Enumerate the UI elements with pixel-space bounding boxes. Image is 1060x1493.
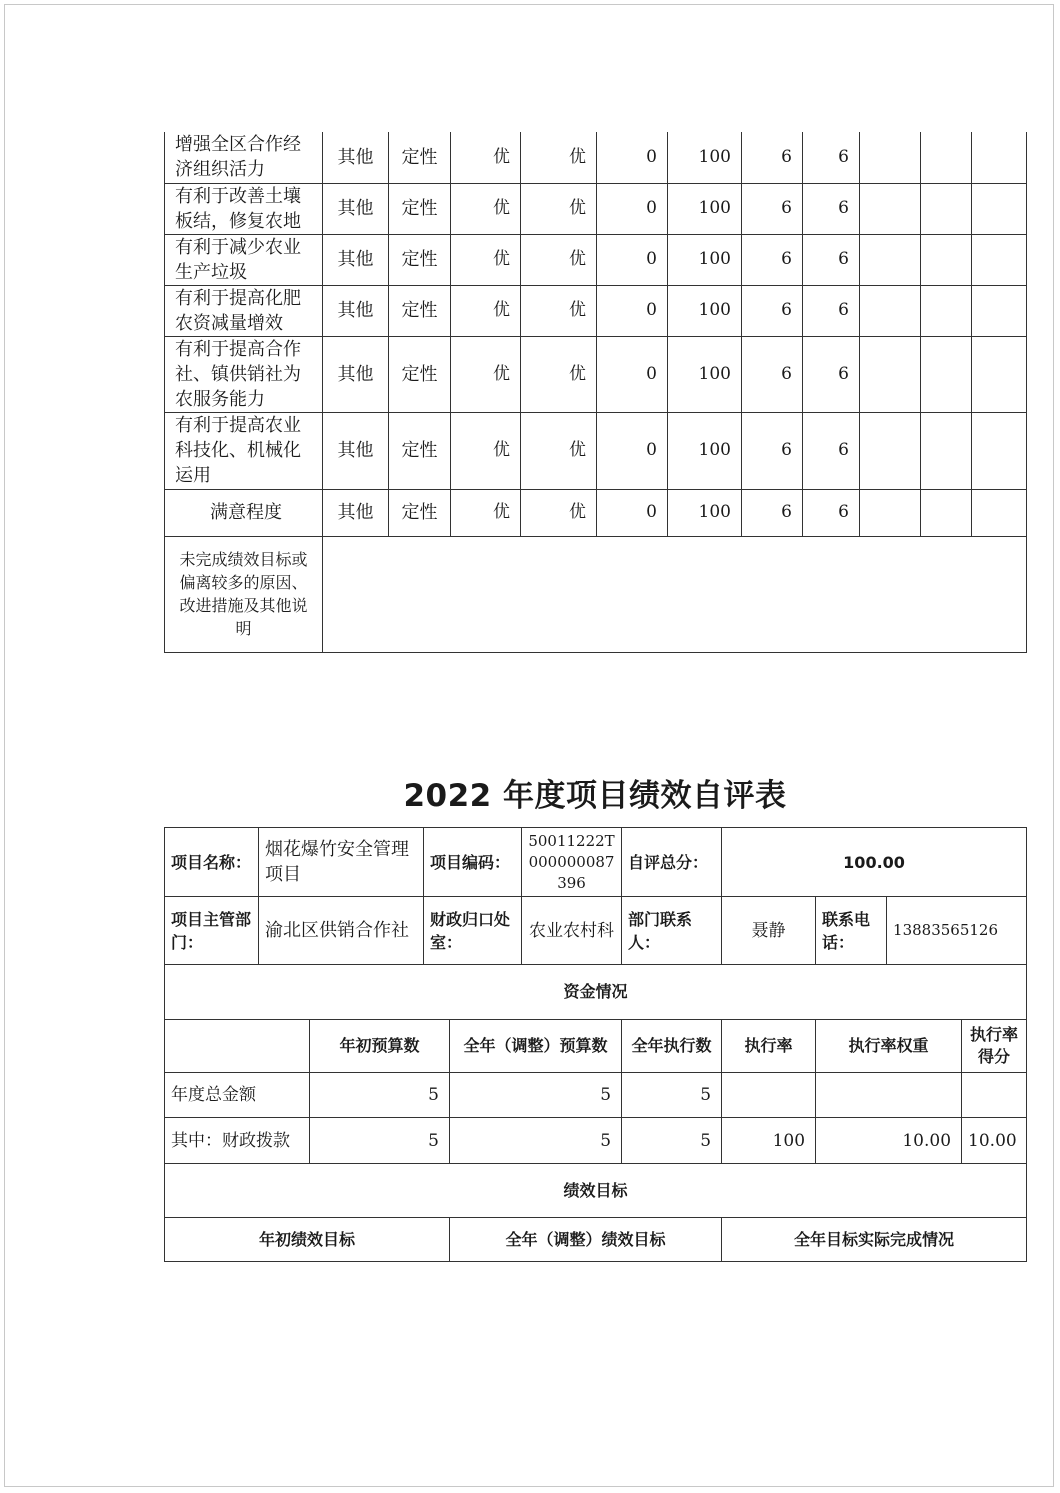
indicator-rate: 100 [668,132,742,183]
funds-executed: 5 [622,1073,722,1118]
indicator-deviation: 0 [597,489,668,536]
indicator-target: 优 [451,285,521,336]
note-label: 未完成绩效目标或偏离较多的原因、改进措施及其他说明 [165,536,323,652]
indicator-blank [972,285,1027,336]
funds-budget: 5 [310,1118,450,1164]
funds-rate: 100 [722,1118,816,1164]
indicator-weight: 6 [742,336,803,412]
project-code: 50011222T000000087396 [522,828,622,897]
funds-header-rate: 执行率 [722,1020,816,1073]
indicator-blank [921,489,972,536]
indicator-name: 有利于提高化肥农资减量增效 [165,285,323,336]
funds-header-weight: 执行率权重 [816,1020,962,1073]
indicator-type: 其他 [323,412,389,489]
indicator-name: 有利于改善土壤板结，修复农地 [165,183,323,234]
indicator-nature: 定性 [389,285,451,336]
project-name: 烟花爆竹安全管理项目 [259,828,424,897]
indicator-name: 增强全区合作经济组织活力 [165,132,323,183]
funds-section-row [165,965,1027,1020]
project-code-label: 项目编码： [424,828,522,897]
indicator-nature: 定性 [389,489,451,536]
indicator-blank [972,183,1027,234]
indicator-rate: 100 [668,234,742,285]
funds-header-executed: 全年执行数 [622,1020,722,1073]
indicator-name: 有利于提高农业科技化、机械化运用 [165,412,323,489]
contact-label: 部门联系人： [622,897,722,965]
phone-label: 联系电话： [816,897,887,965]
project-info-row-2 [165,897,1027,965]
indicator-table [164,132,1027,653]
indicator-blank [860,132,921,183]
indicator-score: 6 [803,132,860,183]
indicator-nature: 定性 [389,132,451,183]
indicator-rate: 100 [668,336,742,412]
dept: 渝北区供销合作社 [259,897,424,965]
indicator-blank [972,234,1027,285]
indicator-deviation: 0 [597,183,668,234]
indicator-type: 其他 [323,489,389,536]
indicator-actual: 优 [521,183,597,234]
funds-adjusted: 5 [450,1118,622,1164]
indicator-actual: 优 [521,489,597,536]
indicator-score: 6 [803,412,860,489]
project-info-row-1 [165,828,1027,897]
indicator-row [165,132,1027,183]
indicator-row [165,336,1027,412]
indicator-blank [860,412,921,489]
indicator-score: 6 [803,336,860,412]
funds-row [165,1073,1027,1118]
indicator-score: 6 [803,183,860,234]
indicator-score: 6 [803,489,860,536]
indicator-target: 优 [451,183,521,234]
indicator-weight: 6 [742,234,803,285]
funds-score [962,1073,1027,1118]
self-score: 100.00 [722,828,1027,897]
indicator-weight: 6 [742,183,803,234]
indicator-actual: 优 [521,285,597,336]
note-row [165,536,1027,652]
indicator-actual: 优 [521,336,597,412]
indicator-row [165,489,1027,536]
indicator-row [165,234,1027,285]
indicator-target: 优 [451,336,521,412]
indicator-rate: 100 [668,285,742,336]
indicator-row [165,285,1027,336]
funds-weight: 10.00 [816,1118,962,1164]
indicator-target: 优 [451,412,521,489]
indicator-target: 优 [451,489,521,536]
funds-score: 10.00 [962,1118,1027,1164]
indicator-row [165,412,1027,489]
indicator-deviation: 0 [597,336,668,412]
indicator-blank [860,336,921,412]
indicator-deviation: 0 [597,132,668,183]
funds-weight [816,1073,962,1118]
indicator-weight: 6 [742,285,803,336]
funds-row-label: 年度总金额 [165,1073,310,1118]
funds-header-budget: 年初预算数 [310,1020,450,1073]
indicator-nature: 定性 [389,336,451,412]
indicator-score: 6 [803,234,860,285]
indicator-deviation: 0 [597,234,668,285]
self-evaluation-table [164,827,1027,1262]
indicator-weight: 6 [742,132,803,183]
contact-person: 聂静 [722,897,816,965]
indicator-deviation: 0 [597,412,668,489]
funds-row-label: 其中：财政拨款 [165,1118,310,1164]
indicator-rate: 100 [668,183,742,234]
indicator-actual: 优 [521,132,597,183]
indicator-target: 优 [451,234,521,285]
indicator-nature: 定性 [389,412,451,489]
indicator-nature: 定性 [389,183,451,234]
indicator-nature: 定性 [389,234,451,285]
indicator-rate: 100 [668,489,742,536]
indicator-blank [972,336,1027,412]
indicator-weight: 6 [742,489,803,536]
indicator-blank [921,285,972,336]
project-name-label: 项目名称： [165,828,259,897]
indicator-blank [921,234,972,285]
goals-header-row [165,1218,1027,1262]
goals-section-heading: 绩效目标 [165,1164,1027,1218]
indicator-type: 其他 [323,336,389,412]
indicator-actual: 优 [521,412,597,489]
indicator-name: 有利于提高合作社、镇供销社为农服务能力 [165,336,323,412]
indicator-blank [860,489,921,536]
indicator-type: 其他 [323,285,389,336]
funds-rate [722,1073,816,1118]
funds-header-row [165,1020,1027,1073]
indicator-blank [921,412,972,489]
indicator-blank [860,183,921,234]
page-title: 2022 年度项目绩效自评表 [403,778,787,814]
funds-header-score: 执行率得分 [962,1020,1027,1073]
dept-label: 项目主管部门： [165,897,259,965]
indicator-blank [972,132,1027,183]
goals-header-adjusted: 全年（调整）绩效目标 [450,1218,722,1262]
indicator-blank [972,489,1027,536]
self-score-label: 自评总分： [622,828,722,897]
note-value [323,536,1027,652]
indicator-target: 优 [451,132,521,183]
funds-adjusted: 5 [450,1073,622,1118]
funds-row [165,1118,1027,1164]
funds-executed: 5 [622,1118,722,1164]
indicator-type: 其他 [323,183,389,234]
indicator-blank [921,183,972,234]
indicator-weight: 6 [742,412,803,489]
funds-budget: 5 [310,1073,450,1118]
goals-header-actual: 全年目标实际完成情况 [722,1218,1027,1262]
indicator-deviation: 0 [597,285,668,336]
finance-office: 农业农村科 [522,897,622,965]
funds-header-blank [165,1020,310,1073]
indicator-blank [921,336,972,412]
goals-section-row [165,1164,1027,1218]
goals-header-initial: 年初绩效目标 [165,1218,450,1262]
finance-label: 财政归口处室： [424,897,522,965]
indicator-blank [972,412,1027,489]
phone-number: 13883565126 [887,897,1027,965]
indicator-type: 其他 [323,132,389,183]
indicator-score: 6 [803,285,860,336]
indicator-rate: 100 [668,412,742,489]
funds-header-adjusted: 全年（调整）预算数 [450,1020,622,1073]
funds-section-heading: 资金情况 [165,965,1027,1020]
indicator-blank [860,234,921,285]
indicator-name: 满意程度 [165,489,323,536]
indicator-blank [921,132,972,183]
indicator-actual: 优 [521,234,597,285]
indicator-type: 其他 [323,234,389,285]
indicator-row [165,183,1027,234]
indicator-blank [860,285,921,336]
indicator-name: 有利于减少农业生产垃圾 [165,234,323,285]
